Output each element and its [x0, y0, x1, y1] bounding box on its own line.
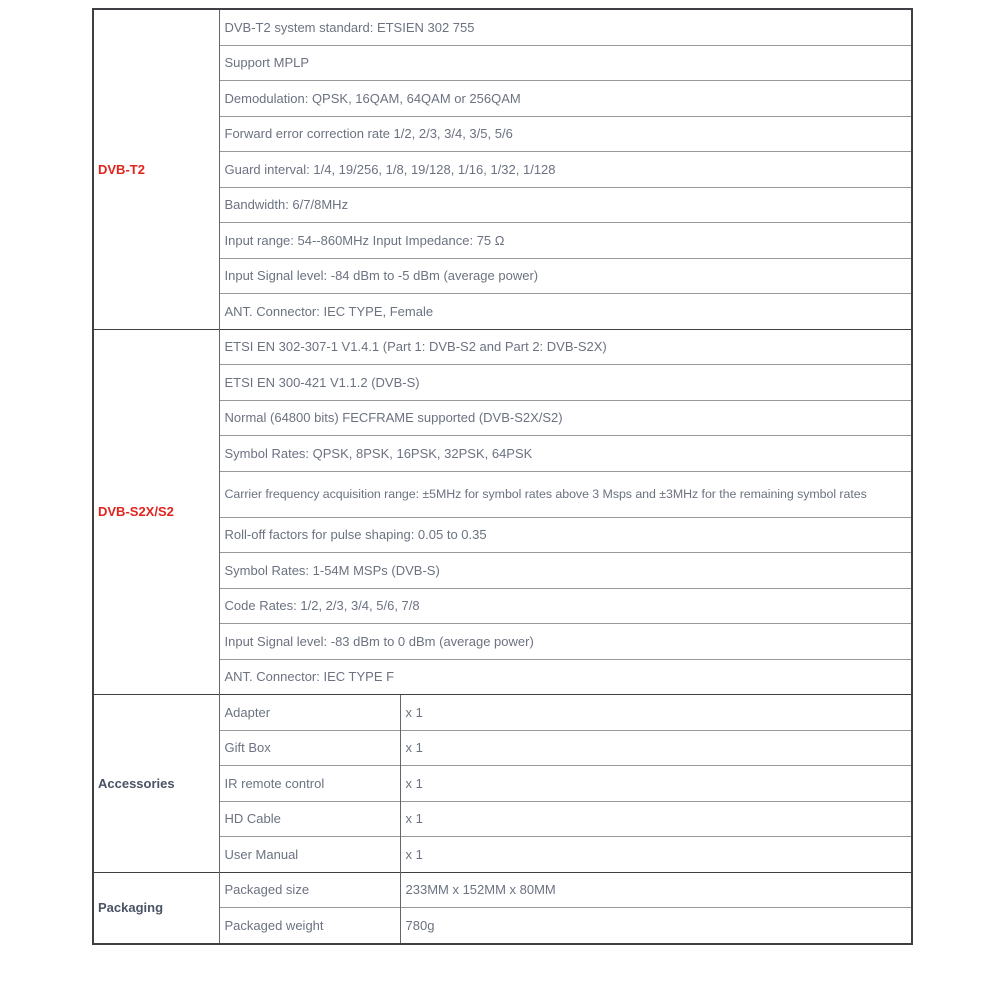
accessory-item: Gift Box — [219, 730, 400, 766]
table-row — [93, 329, 912, 365]
table-row — [93, 695, 912, 731]
spec-value: DVB-T2 system standard: ETSIEN 302 755 — [219, 9, 912, 45]
spec-value: ANT. Connector: IEC TYPE F — [219, 659, 912, 695]
accessory-qty: x 1 — [400, 837, 912, 873]
accessory-qty: x 1 — [400, 801, 912, 837]
accessory-qty: x 1 — [400, 730, 912, 766]
spec-value: Input Signal level: -84 dBm to -5 dBm (average power) — [219, 258, 912, 294]
section-label-packaging: Packaging — [93, 872, 219, 944]
packaging-item: Packaged weight — [219, 908, 400, 944]
spec-value: Forward error correction rate 1/2, 2/3, 3/4, 3/5, 5/6 — [219, 116, 912, 152]
product-spec-table — [92, 8, 913, 945]
accessory-item: Adapter — [219, 695, 400, 731]
spec-value: Carrier frequency acquisition range: ±5MHz for symbol rates above 3 Msps and ±3MHz for the remaining symbol rates — [219, 471, 912, 517]
spec-value: Input range: 54--860MHz Input Impedance: 75 Ω — [219, 223, 912, 259]
spec-value: Symbol Rates: QPSK, 8PSK, 16PSK, 32PSK, 64PSK — [219, 436, 912, 472]
spec-value: Support MPLP — [219, 45, 912, 81]
spec-value: ANT. Connector: IEC TYPE, Female — [219, 294, 912, 330]
section-label-dvb-t2: DVB-T2 — [93, 9, 219, 329]
table-row — [93, 9, 912, 45]
spec-value: ETSI EN 300-421 V1.1.2 (DVB-S) — [219, 365, 912, 401]
spec-value: Normal (64800 bits) FECFRAME supported (DVB-S2X/S2) — [219, 400, 912, 436]
spec-value: Bandwidth: 6/7/8MHz — [219, 187, 912, 223]
accessory-qty: x 1 — [400, 695, 912, 731]
spec-value: Input Signal level: -83 dBm to 0 dBm (average power) — [219, 624, 912, 660]
spec-value: ETSI EN 302-307-1 V1.4.1 (Part 1: DVB-S2 and Part 2: DVB-S2X) — [219, 329, 912, 365]
packaging-value: 780g — [400, 908, 912, 944]
section-label-dvb-s2x-s2: DVB-S2X/S2 — [93, 329, 219, 695]
accessory-item: IR remote control — [219, 766, 400, 802]
section-label-accessories: Accessories — [93, 695, 219, 873]
packaging-value: 233MM x 152MM x 80MM — [400, 872, 912, 908]
spec-table — [92, 8, 913, 945]
spec-value: Symbol Rates: 1-54M MSPs (DVB-S) — [219, 553, 912, 589]
spec-value: Roll-off factors for pulse shaping: 0.05 to 0.35 — [219, 517, 912, 553]
spec-value: Demodulation: QPSK, 16QAM, 64QAM or 256QAM — [219, 81, 912, 117]
table-row — [93, 872, 912, 908]
spec-value: Guard interval: 1/4, 19/256, 1/8, 19/128, 1/16, 1/32, 1/128 — [219, 152, 912, 188]
packaging-item: Packaged size — [219, 872, 400, 908]
accessory-item: User Manual — [219, 837, 400, 873]
accessory-item: HD Cable — [219, 801, 400, 837]
spec-value: Code Rates: 1/2, 2/3, 3/4, 5/6, 7/8 — [219, 588, 912, 624]
accessory-qty: x 1 — [400, 766, 912, 802]
